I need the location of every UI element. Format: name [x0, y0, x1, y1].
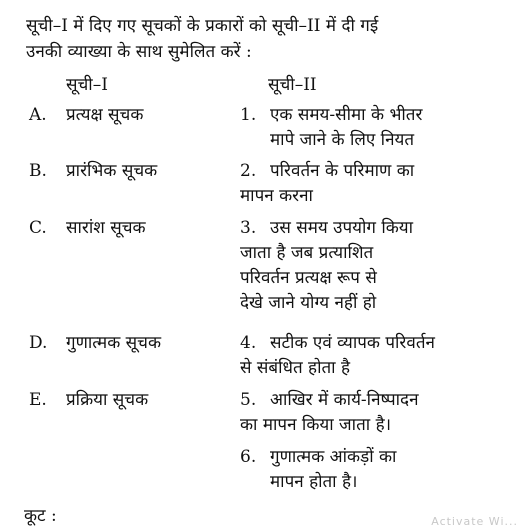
question-line-1: सूची–I में दिए गए सूचकों के प्रकारों को सूची–II में दी गई: [26, 16, 379, 36]
list-1-term-d: गुणात्मक सूचक: [66, 333, 162, 353]
list-2-text: आखिर में कार्य-निष्पादन: [270, 390, 419, 410]
list-1-letter-a: A.: [29, 105, 47, 125]
list-1-letter-b: B.: [29, 161, 47, 181]
list-2-text: मापन करना: [240, 186, 313, 206]
list-1-term-b: प्रारंभिक सूचक: [66, 161, 158, 181]
answer-key-label: कूट :: [24, 506, 57, 526]
list-1-letter-c: C.: [29, 218, 47, 238]
list-2-num: 4.: [240, 333, 257, 353]
list-1-term-c: सारांश सूचक: [66, 218, 146, 238]
list-2-text: का मापन किया जाता है।: [240, 415, 392, 435]
list-2-text: उस समय उपयोग किया: [270, 218, 414, 238]
list-2-text: गुणात्मक आंकड़ों का: [270, 447, 397, 467]
list-2-num: 5.: [240, 390, 257, 410]
list-2-text: मापे जाने के लिए नियत: [270, 130, 415, 150]
list-2-text: से संबंधित होता है: [240, 358, 351, 378]
list-2-text: परिवर्तन के परिमाण का: [270, 161, 415, 181]
list-2-num: 2.: [240, 161, 257, 181]
list-2-text: एक समय-सीमा के भीतर: [270, 105, 423, 125]
list-2-num: 6.: [240, 447, 257, 467]
list-1-term-a: प्रत्यक्ष सूचक: [66, 105, 144, 125]
list-2-item-4: [240, 331, 510, 381]
list-2-item-3: [240, 216, 510, 316]
list-2-header: सूची–II: [268, 75, 317, 95]
list-1-term-e: प्रक्रिया सूचक: [66, 390, 149, 410]
activation-watermark: Activate Wi...: [431, 515, 518, 528]
list-1-letter-e: E.: [29, 390, 47, 410]
list-2-item-1: [240, 103, 510, 153]
list-2-text: देखे जाने योग्य नहीं हो: [240, 293, 377, 313]
list-2-num: 3.: [240, 218, 257, 238]
list-1-header: सूची–I: [66, 75, 108, 95]
list-2-item-6: [240, 445, 510, 495]
list-2-text: सटीक एवं व्यापक परिवर्तन: [270, 333, 435, 353]
list-2-text: जाता है जब प्रत्याशित: [240, 243, 374, 263]
list-1-letter-d: D.: [29, 333, 48, 353]
question-line-2: उनकी व्याख्या के साथ सुमेलित करें :: [26, 42, 252, 62]
list-2-item-5: [240, 388, 510, 438]
list-2-item-2: [240, 159, 510, 209]
list-2-text: परिवर्तन प्रत्यक्ष रूप से: [240, 268, 377, 288]
list-2-num: 1.: [240, 105, 257, 125]
list-2-text: मापन होता है।: [270, 472, 358, 492]
